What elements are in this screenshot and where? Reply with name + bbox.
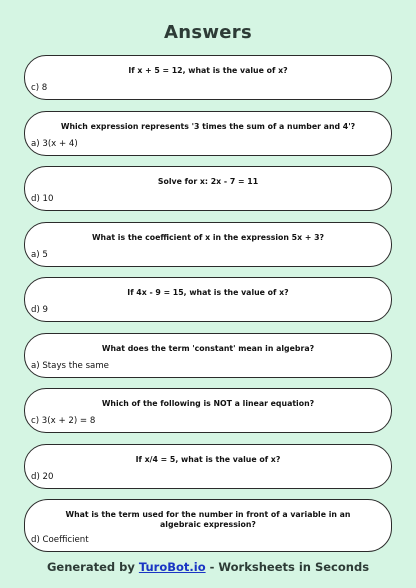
answer-card-6 xyxy=(24,333,392,378)
footer xyxy=(0,560,416,574)
answer-text: d) Coefficient xyxy=(31,535,89,545)
answer-card-7 xyxy=(24,388,392,433)
question-text: If x + 5 = 12, what is the value of x? xyxy=(128,66,288,75)
footer-suffix: - Worksheets in Seconds xyxy=(205,560,370,574)
answer-text: a) Stays the same xyxy=(31,361,109,371)
answer-card-9 xyxy=(24,499,392,552)
question-text: Solve for x: 2x - 7 = 11 xyxy=(157,177,259,186)
answer-text: a) 5 xyxy=(31,250,48,260)
question-text: Which of the following is NOT a linear equation? xyxy=(101,399,315,408)
turobot-link[interactable]: TuroBot.io xyxy=(138,560,206,574)
answer-card-8 xyxy=(24,444,392,489)
question-text: Which expression represents '3 times the sum of a number and 4'? xyxy=(60,122,356,131)
answer-text: d) 9 xyxy=(31,305,49,315)
answer-text: d) 20 xyxy=(31,472,54,482)
question-text: If x/4 = 5, what is the value of x? xyxy=(135,455,281,464)
answer-card-3 xyxy=(24,166,392,211)
question-text: If 4x - 9 = 15, what is the value of x? xyxy=(127,288,289,297)
page-title: Answers xyxy=(164,22,252,43)
answer-card-5 xyxy=(24,277,392,322)
answer-card-1 xyxy=(24,55,392,100)
answer-text: a) 3(x + 4) xyxy=(31,139,78,149)
answer-text: c) 8 xyxy=(31,83,48,93)
footer-prefix: Generated by xyxy=(46,560,139,574)
answer-text: d) 10 xyxy=(31,194,54,204)
answer-card-4 xyxy=(24,222,392,267)
question-text: What does the term 'constant' mean in algebra? xyxy=(101,344,315,353)
answer-text: c) 3(x + 2) = 8 xyxy=(31,416,96,426)
question-text: What is the term used for the number in front of a variable in an algebraic expression? xyxy=(65,510,351,529)
answer-card-2 xyxy=(24,111,392,156)
question-text: What is the coefficient of x in the expression 5x + 3? xyxy=(91,233,325,242)
